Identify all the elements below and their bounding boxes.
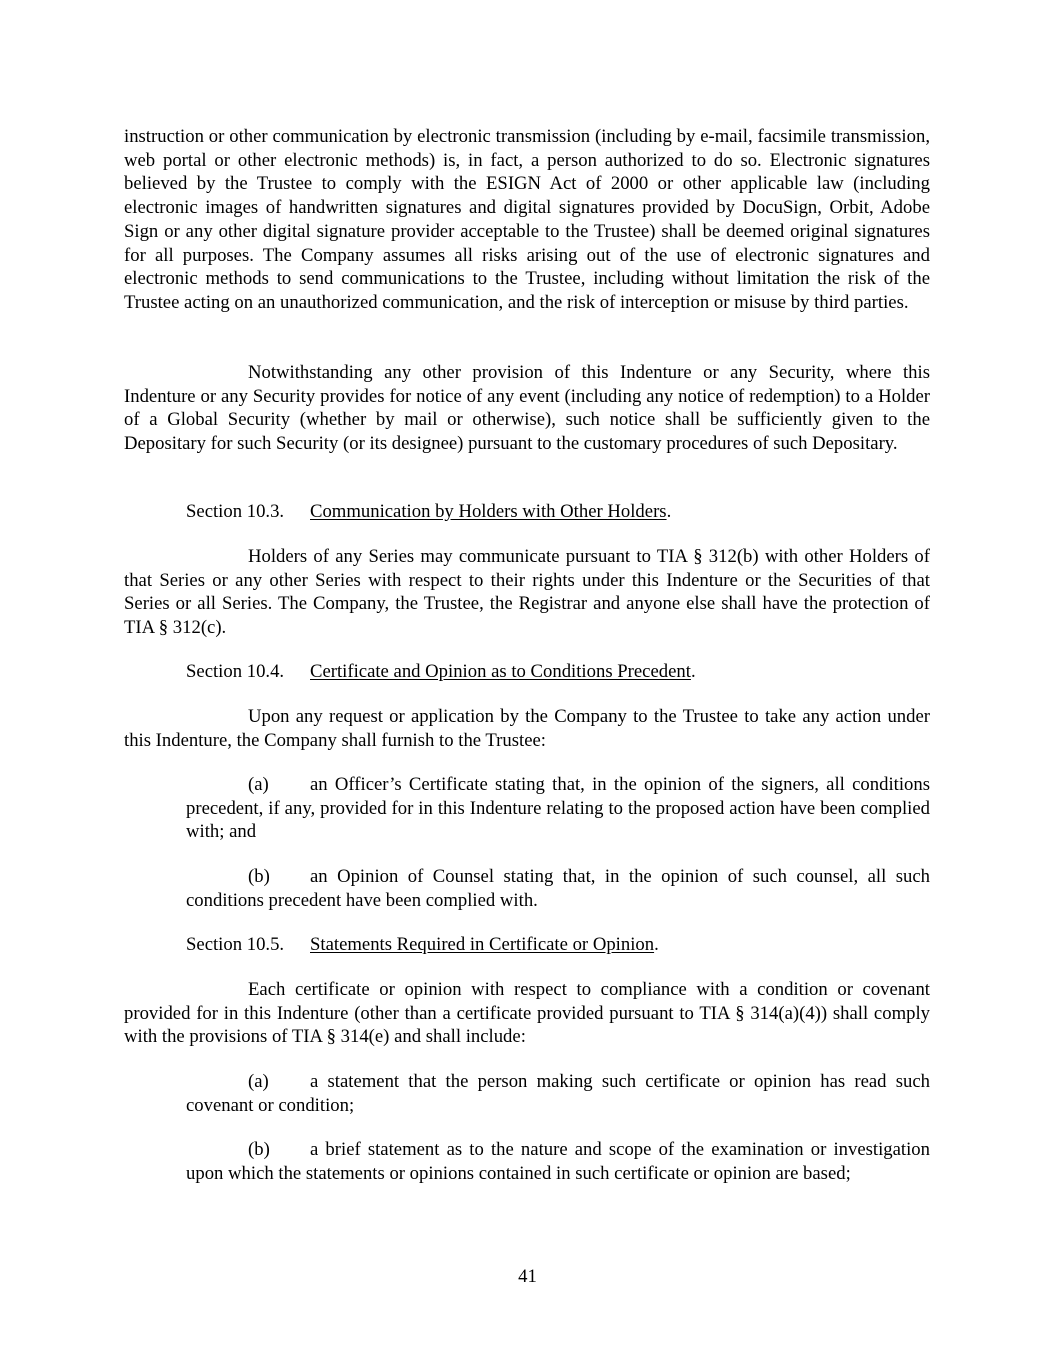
section-title-period: . <box>654 934 659 955</box>
list-item-label: (a) <box>248 1071 269 1092</box>
list-item <box>186 1070 930 1117</box>
list-item-text: an Opinion of Counsel stating that, in the opinion of such counsel, all such conditions precedent have been complied with. <box>186 866 930 911</box>
section-10-3-heading <box>186 500 671 524</box>
paragraph-request-application: Upon any request or application by the Company to the Trustee to take any action under this Indenture, the Company shall furnish to the Trustee: <box>124 706 930 751</box>
list-item-text: an Officer’s Certificate stating that, in the opinion of the signers, all conditions precedent, if any, provided for in this Indenture relating to the proposed action have been complied with; and <box>186 774 930 843</box>
section-title: Certificate and Opinion as to Conditions Precedent <box>310 661 691 682</box>
list-item-label: (b) <box>248 866 270 887</box>
page-number: 41 <box>518 1266 537 1287</box>
list-item-text: a brief statement as to the nature and scope of the examination or investigation upon which the statements or opinions contained in such certificate or opinion are based; <box>186 1139 930 1184</box>
section-title: Communication by Holders with Other Holders <box>310 501 667 522</box>
section-number: Section 10.4. <box>186 661 285 682</box>
section-title: Statements Required in Certificate or Opinion <box>310 934 655 955</box>
section-title-period: . <box>690 661 696 682</box>
section-number: Section 10.3. <box>186 501 285 522</box>
section-title-period: . <box>666 501 672 522</box>
list-item <box>186 865 930 912</box>
list-item-label: (a) <box>248 774 269 795</box>
section-10-5-heading <box>186 933 659 957</box>
list-item-label: (b) <box>248 1139 270 1160</box>
list-item-text: a statement that the person making such certificate or opinion has read such covenant or condition; <box>186 1071 930 1116</box>
paragraph-holders-communication: Holders of any Series may communicate pursuant to TIA § 312(b) with other Holders of that Series or any other Series with respect to their rights under this Indenture or the Securities of that Series or all Series. The Company, the Trustee, the Registrar and anyone else shall have the protection of TIA § 312(c). <box>124 546 930 639</box>
section-number: Section 10.5. <box>186 934 285 955</box>
section-10-4-heading <box>186 660 696 684</box>
list-item <box>186 773 930 844</box>
paragraph-certificate-compliance: Each certificate or opinion with respect to compliance with a condition or covenant provided for in this Indenture (other than a certificate provided pursuant to TIA § 314(a)(4)) shall comply with the provisions of TIA § 314(e) and shall include: <box>124 979 930 1048</box>
paragraph-electronic-signatures: instruction or other communication by electronic transmission (including by e-mail, facsimile transmission, web portal or other electronic methods) is, in fact, a person authorized to do so. Electronic signatures believed by the Trustee to comply with the ESIGN Act of 2000 or other applicable law (including electronic images of handwritten signatures and digital signatures provided by DocuSign, Orbit, Adobe Sign or any other digital signature provider acceptable to the Trustee) shall be deemed original signatures for all purposes. The Company assumes all risks arising out of the use of electronic signatures and electronic methods to send communications to the Trustee, including without limitation the risk of the Trustee acting on an unauthorized communication, and the risk of interception or misuse by third parties. <box>124 126 930 313</box>
paragraph-notice-global-security: Notwithstanding any other provision of this Indenture or any Security, where this Indenture or any Security provides for notice of any event (including any notice of redemption) to a Holder of a Global Security (whether by mail or otherwise), such notice shall be sufficiently given to the Depositary for such Security (or its designee) pursuant to the customary procedures of such Depositary. <box>124 362 930 455</box>
list-item <box>186 1138 930 1185</box>
